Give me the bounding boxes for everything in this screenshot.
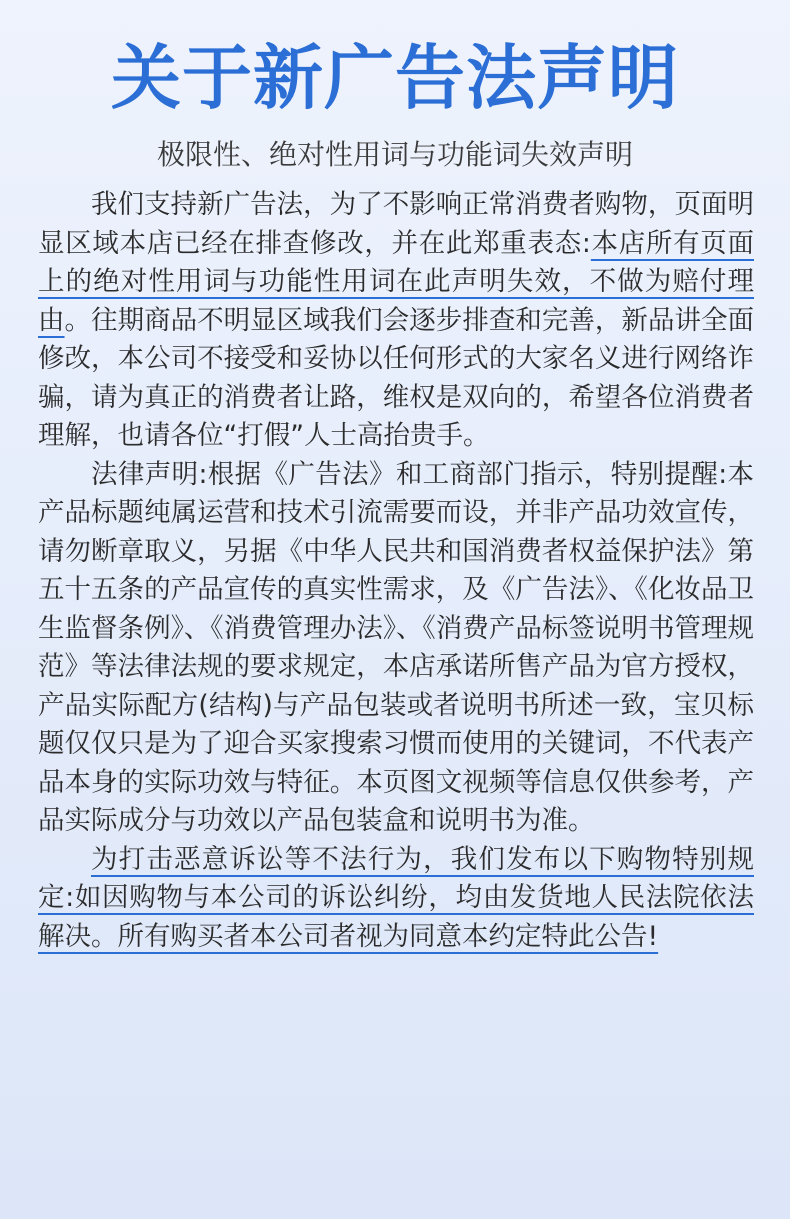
page-title: 关于新广告法声明 <box>111 37 679 119</box>
paragraph-text: 法律声明:根据《广告法》和工商部门指示，特别提醒:本产品标题纯属运营和技术引流需要而设，并非产品功效宣传，请勿断章取义，另据《中华人民共和国消费者权益保护法》第五十五条的产品宣传的真实性需求，及《广告法》、《化妆品卫生监督条例》、《消费管理办法》、《消费产品标签说明书管理规范》等法律法规的要求规定，本店承诺所售产品为官方授权，产品实际配方(结构)与产品包装或者说明书所述一致，宝贝标题仅仅只是为了迎合买家搜索习惯而使用的关键词，不代表产品本身的实际功效与特征。本页图文视频等信息仅供参考，产品实际成分与功效以产品包装盒和说明书为准。 <box>38 458 754 836</box>
underlined-statement: 本店所有页面上的绝对性用词与功能性用词在此声明失效，不做为赔付理由 <box>38 227 754 336</box>
paragraph-text: 我们支持新广告法，为了不影响正常消费者购物，页面明显区域本店已经在排查修改，并在此郑重表态: <box>38 189 754 259</box>
announcement-body <box>38 186 754 956</box>
paragraph-legal-statement <box>38 456 754 841</box>
page-subtitle: 极限性、绝对性用词与功能词失效声明 <box>156 138 633 171</box>
paragraph-ad-law-support <box>38 186 754 456</box>
underlined-statement: 为打击恶意诉讼等不法行为，我们发布以下购物特别规定:如因购物与本公司的诉讼纠纷，均由发货地人民法院依法解决。所有购买者本公司者视为同意本约定特此公告! <box>38 843 754 952</box>
paragraph-text: 。往期商品不明显区域我们会逐步排查和完善，新品讲全面修改，本公司不接受和妥协以任何形式的大家名义进行网络诈骗，请为真正的消费者让路，维权是双向的，希望各位消费者理解，也请各位“打假”人士高抬贵手。 <box>38 304 755 451</box>
paragraph-litigation-rule <box>38 841 754 957</box>
